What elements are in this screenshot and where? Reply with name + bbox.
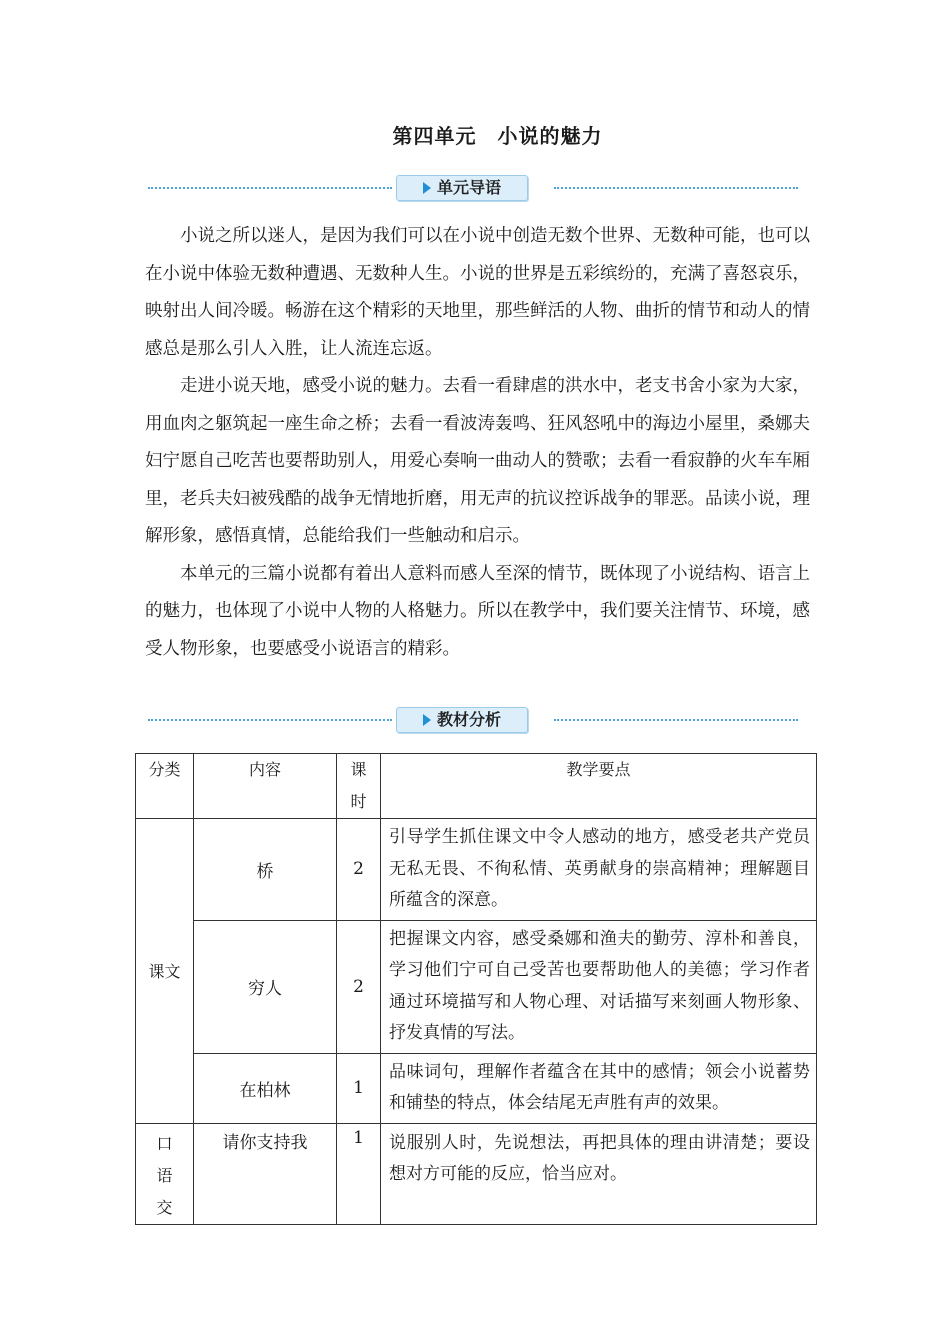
arrow-right-icon [423,182,431,194]
intro-paragraph-1: 小说之所以迷人，是因为我们可以在小说中创造无数个世界、无数种可能，也可以在小说中体验无数种遭遇、无数种人生。小说的世界是五彩缤纷的，充满了喜怒哀乐，映射出人间冷暖。畅游在这个精彩的天地里，那些鲜活的人物、曲折的情节和动人的情感总是那么引人入胜，让人流连忘返。 [145,226,810,359]
header-hours-line2: 时 [350,792,367,811]
header-category: 分类 [136,754,194,819]
header-hours-line1: 课 [350,760,367,779]
table-row [136,1053,817,1123]
unit-introduction [145,218,810,668]
lesson-title: 桥 [194,819,337,921]
section-tag-intro [396,175,528,201]
intro-paragraph-2: 走进小说天地，感受小说的魅力。去看一看肆虐的洪水中，老支书舍小家为大家，用血肉之躯筑起一座生命之桥；去看一看波涛轰鸣、狂风怒吼中的海边小屋里，桑娜夫妇宁愿自己吃苦也要帮助别人，用爱心奏响一曲动人的赞歌；去看一看寂静的火车车厢里，老兵夫妇被残酷的战争无情地折磨，用无声的抗议控诉战争的罪恶。品读小说，理解形象，感悟真情，总能给我们一些触动和启示。 [145,376,810,546]
dotted-divider-left [148,187,392,189]
category-kouyu-char: 口 [156,1133,173,1153]
lesson-title: 穷人 [194,920,337,1053]
lesson-hours: 1 [337,1123,381,1224]
lesson-title: 在柏林 [194,1053,337,1123]
page-title: 第四单元 小说的魅力 [392,124,603,148]
intro-paragraph-3: 本单元的三篇小说都有着出人意料而感人至深的情节，既体现了小说结构、语言上的魅力，也体现了小说中人物的人格魅力。所以在教学中，我们要关注情节、环境，感受人物形象，也要感受小说语言的精彩。 [145,563,810,659]
category-kewen: 课文 [136,819,194,1124]
category-kouyu [136,1123,194,1224]
table-row [136,819,817,921]
lesson-title: 请你支持我 [194,1123,337,1224]
section-header-analysis [148,706,798,734]
section-tag-analysis [396,707,528,733]
lesson-points: 说服别人时，先说想法，再把具体的理由讲清楚；要设想对方可能的反应，恰当应对。 [381,1123,817,1224]
section-tag-intro-label: 单元导语 [436,178,501,197]
lesson-hours: 2 [337,920,381,1053]
lesson-hours: 1 [337,1053,381,1123]
header-hours [337,754,381,819]
lesson-points: 把握课文内容，感受桑娜和渔夫的勤劳、淳朴和善良，学习他们宁可自己受苦也要帮助他人的美德；学习作者通过环境描写和人物心理、对话描写来刻画人物形象、抒发真情的写法。 [381,920,817,1053]
lesson-points: 引导学生抓住课文中令人感动的地方，感受老共产党员无私无畏、不徇私情、英勇献身的崇高精神；理解题目所蕴含的深意。 [381,819,817,921]
arrow-right-icon [423,714,431,726]
dotted-divider-right [554,187,798,189]
textbook-analysis-table [135,753,817,1225]
section-header-intro [148,174,798,202]
table-row [136,920,817,1053]
header-content: 内容 [194,754,337,819]
table-row [136,1123,817,1224]
lesson-hours: 2 [337,819,381,921]
table-header-row [136,754,817,819]
dotted-divider-right [554,719,798,721]
lesson-points: 品味词句，理解作者蕴含在其中的感情；领会小说蓄势和铺垫的特点，体会结尾无声胜有声的效果。 [381,1053,817,1123]
category-kouyu-char: 交 [156,1197,173,1217]
section-tag-analysis-label: 教材分析 [436,710,501,729]
dotted-divider-left [148,719,392,721]
header-points: 教学要点 [381,754,817,819]
category-kouyu-char: 语 [156,1165,173,1185]
